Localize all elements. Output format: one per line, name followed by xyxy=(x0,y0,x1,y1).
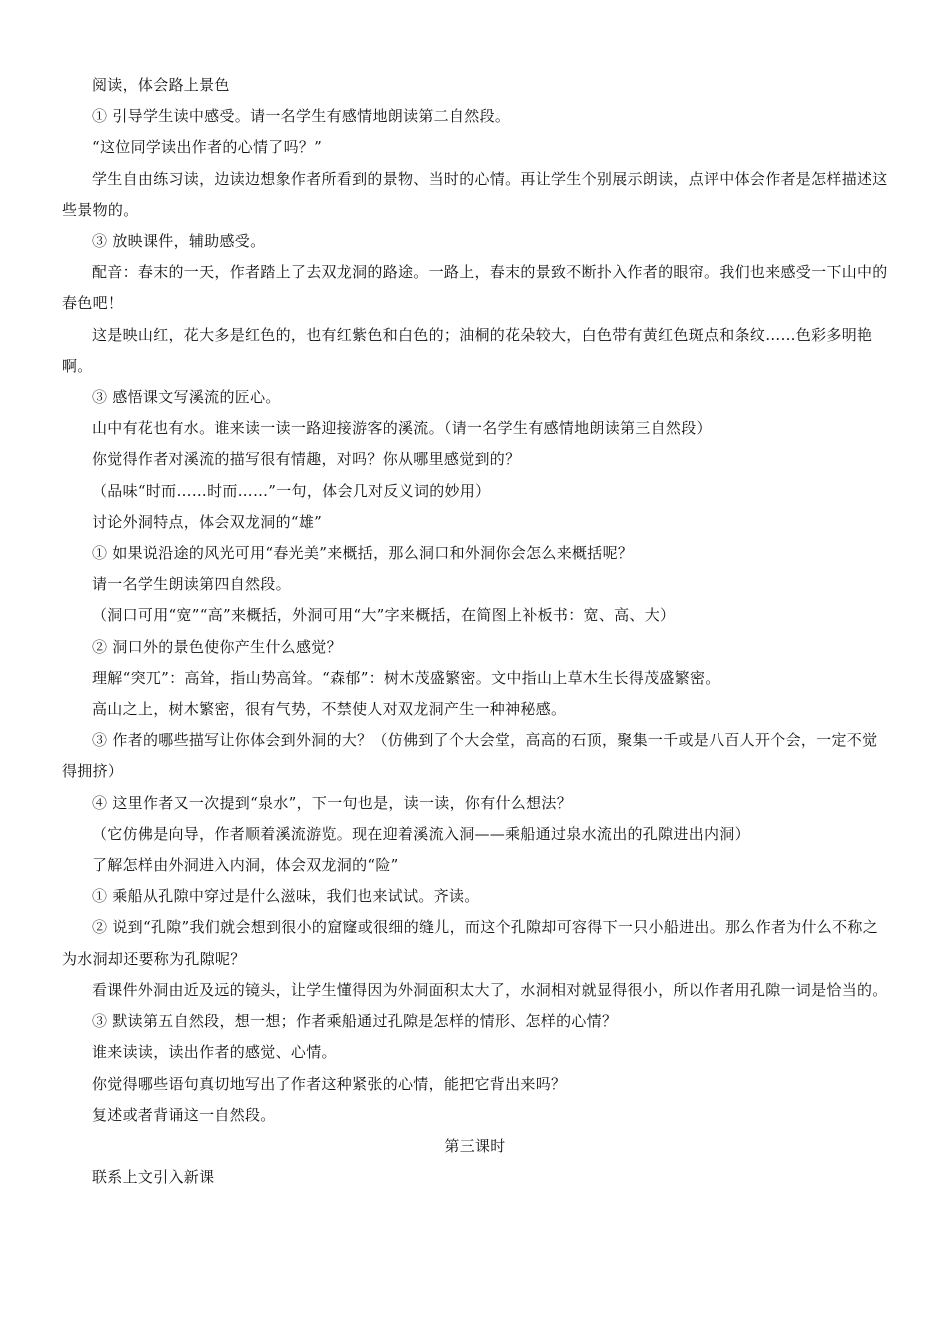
paragraph-silent-reading: ③ 默读第五自然段，想一想；作者乘船通过孔隙是怎样的情形、怎样的心情？ xyxy=(92,1012,618,1031)
paragraph-flowers-water: 山中有花也有水。谁来读一读一路迎接游客的溪流。（请一名学生有感情地朗读第三自然段） xyxy=(92,419,712,438)
paragraph-courseware: ③ 放映课件，辅助感受。 xyxy=(92,232,266,251)
document-page xyxy=(62,70,888,1193)
paragraph-antonyms: （品味“时而……时而……”一句，体会几对反义词的妙用） xyxy=(92,481,491,500)
paragraph-stream-question: 你觉得作者对溪流的描写很有情趣，对吗？你从哪里感觉到的？ xyxy=(92,450,521,469)
paragraph-boat-reading: ① 乘船从孔隙中穿过是什么滋味，我们也来试试。齐读。 xyxy=(92,887,480,906)
paragraph-gap-question: ② 说到“孔隙”我们就会想到很小的窟窿或很细的缝儿，而这个孔隙却可容得下一只小船进出。那么作者为什么不称之为水洞却还要称为孔隙呢？ xyxy=(62,918,879,968)
paragraph-outer-cave-size: ③ 作者的哪些描写让你体会到外洞的大？（仿佛到了个大会堂，高高的石顶，聚集一千或是八百人开个会，一定不觉得拥挤） xyxy=(62,731,878,781)
paragraph-flowers: 这是映山红，花大多是红色的，也有红紫色和白色的；油桐的花朵较大，白色带有黄红色斑点和条纹……色彩多明艳啊。 xyxy=(62,325,873,375)
paragraph-read-aloud: 谁来读读，读出作者的感觉、心情。 xyxy=(92,1043,337,1062)
paragraph-blackboard: （洞口可用“宽”“高”来概括，外洞可用“大”字来概括，在简图上补板书：宽、高、大） xyxy=(92,606,676,625)
paragraph-summarize-question: ① 如果说沿途的风光可用“春光美”来概括，那么洞口和外洞你会怎么来概括呢？ xyxy=(92,544,634,563)
paragraph-free-practice: 学生自由练习读，边读边想象作者所看到的景物、当时的心情。再让学生个别展示朗读，点评中体会作者是怎样描述这些景物的。 xyxy=(62,169,888,219)
paragraph-recite-question: 你觉得哪些语句真切地写出了作者这种紧张的心情，能把它背出来吗？ xyxy=(92,1074,567,1093)
paragraph-question-mood: “这位同学读出作者的心情了吗？” xyxy=(92,138,323,157)
paragraph-reading-scenery: 阅读，体会路上景色 xyxy=(92,76,230,94)
section-heading: 第三课时 xyxy=(444,1136,506,1155)
paragraph-read-fourth: 请一名学生朗读第四自然段。 xyxy=(92,575,291,594)
paragraph-spring-water: ④ 这里作者又一次提到“泉水”，下一句也是，读一读，你有什么想法？ xyxy=(92,793,573,812)
paragraph-intro-new-lesson: 联系上文引入新课 xyxy=(92,1168,215,1187)
paragraph-inner-cave-heading: 了解怎样由外洞进入内洞，体会双龙洞的“险” xyxy=(92,856,399,875)
paragraph-guide-reading: ① 引导学生读中感受。请一名学生有感情地朗读第二自然段。 xyxy=(92,107,511,126)
paragraph-outer-cave-heading: 讨论外洞特点，体会双龙洞的“雄” xyxy=(92,512,323,531)
paragraph-voiceover: 配音：春末的一天，作者踏上了去双龙洞的路途。一路上，春末的景致不断扑入作者的眼帘。我们也来感受一下山中的春色吧！ xyxy=(62,263,888,313)
paragraph-courseware-shot: 看课件外洞由近及远的镜头，让学生懂得因为外洞面积太大了，水洞相对就显得很小，所以作者用孔隙一词是恰当的。 xyxy=(92,980,888,999)
paragraph-stream-craft: ③ 感悟课文写溪流的匠心。 xyxy=(92,388,281,407)
paragraph-vocabulary: 理解“突兀”：高耸，指山势高耸。“森郁”：树木茂盛繁密。文中指山上草木生长得茂盛繁密。 xyxy=(92,668,721,687)
paragraph-retell: 复述或者背诵这一自然段。 xyxy=(92,1105,276,1124)
paragraph-feeling-question: ② 洞口外的景色使你产生什么感觉？ xyxy=(92,637,342,656)
paragraph-mystery: 高山之上，树木繁密，很有气势，不禁使人对双龙洞产生一种神秘感。 xyxy=(92,700,567,719)
paragraph-guide-stream: （它仿佛是向导，作者顺着溪流游览。现在迎着溪流入洞——乘船通过泉水流出的孔隙进出内洞） xyxy=(92,824,750,843)
